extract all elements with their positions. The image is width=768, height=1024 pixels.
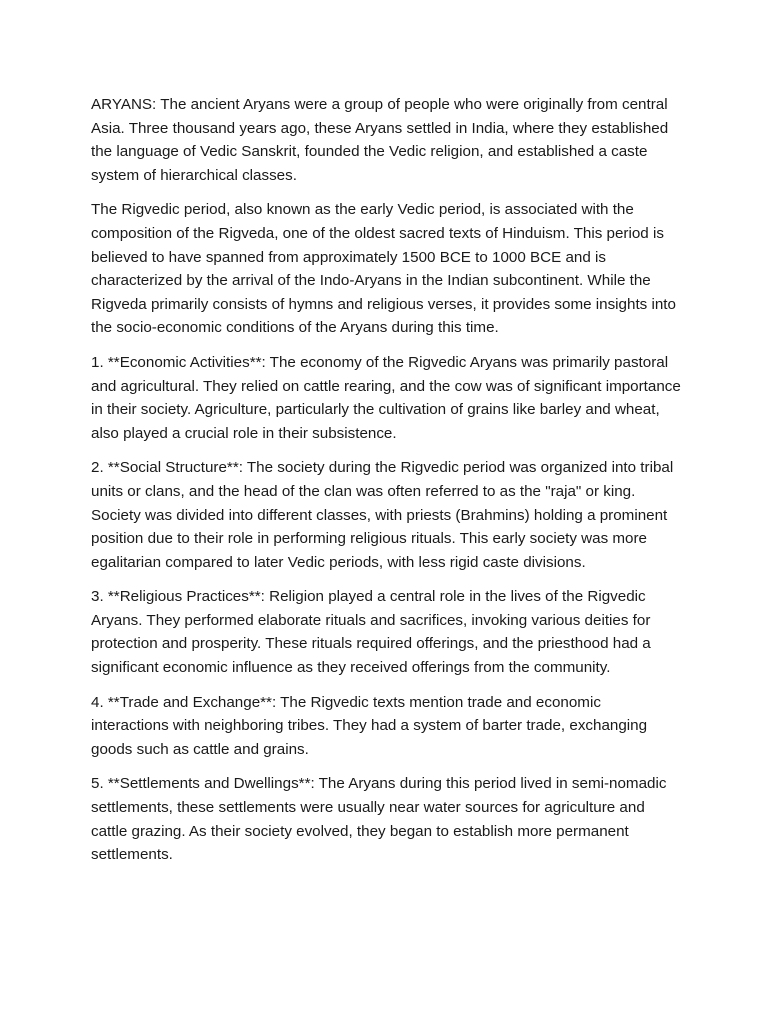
paragraph-economic-activities: 1. **Economic Activities**: The economy of the Rigvedic Aryans was primarily pastoral and agricultural. They relied on cattle rearing, and the cow was of significant importance in their society. Agriculture, particularly the cultivation of grains like barley and wheat, also played a crucial role in their subsistence.	[91, 353, 681, 442]
paragraph-trade-exchange: 4. **Trade and Exchange**: The Rigvedic texts mention trade and economic interactions with neighboring tribes. They had a system of barter trade, exchanging goods such as cattle and grains.	[91, 693, 648, 758]
paragraph-religious-practices: 3. **Religious Practices**: Religion played a central role in the lives of the Rigvedic Aryans. They performed elaborate rituals and sacrifices, invoking various deities for protection and prosperity. These rituals required offerings, and the priesthood had a significant economic influence as they received offerings from the community.	[91, 588, 651, 677]
paragraph-social-structure: 2. **Social Structure**: The society during the Rigvedic period was organized into tribal units or clans, and the head of the clan was often referred to as the "raja" or king. Society was divided into different classes, with priests (Brahmins) holding a prominent position due to their role in performing religious rituals. This early society was more egalitarian compared to later Vedic periods, with less rigid caste divisions.	[91, 459, 674, 571]
document-body	[91, 93, 681, 878]
paragraph-settlements-dwellings: 5. **Settlements and Dwellings**: The Aryans during this period lived in semi-nomadic settlements, these settlements were usually near water sources for agriculture and cattle grazing. As their society evolved, they began to establish more permanent settlements.	[91, 775, 667, 864]
paragraph-rigvedic-period: The Rigvedic period, also known as the early Vedic period, is associated with the composition of the Rigveda, one of the oldest sacred texts of Hinduism. This period is believed to have spanned from approximately 1500 BCE to 1000 BCE and is characterized by the arrival of the Indo-Aryans in the Indian subcontinent. While the Rigveda primarily consists of hymns and religious verses, it provides some insights into the socio-economic conditions of the Aryans during this time.	[91, 201, 676, 337]
paragraph-aryans-intro: ARYANS: The ancient Aryans were a group of people who were originally from central Asia. Three thousand years ago, these Aryans settled in India, where they established the language of Vedic Sanskrit, founded the Vedic religion, and established a caste system of hierarchical classes.	[91, 96, 669, 184]
